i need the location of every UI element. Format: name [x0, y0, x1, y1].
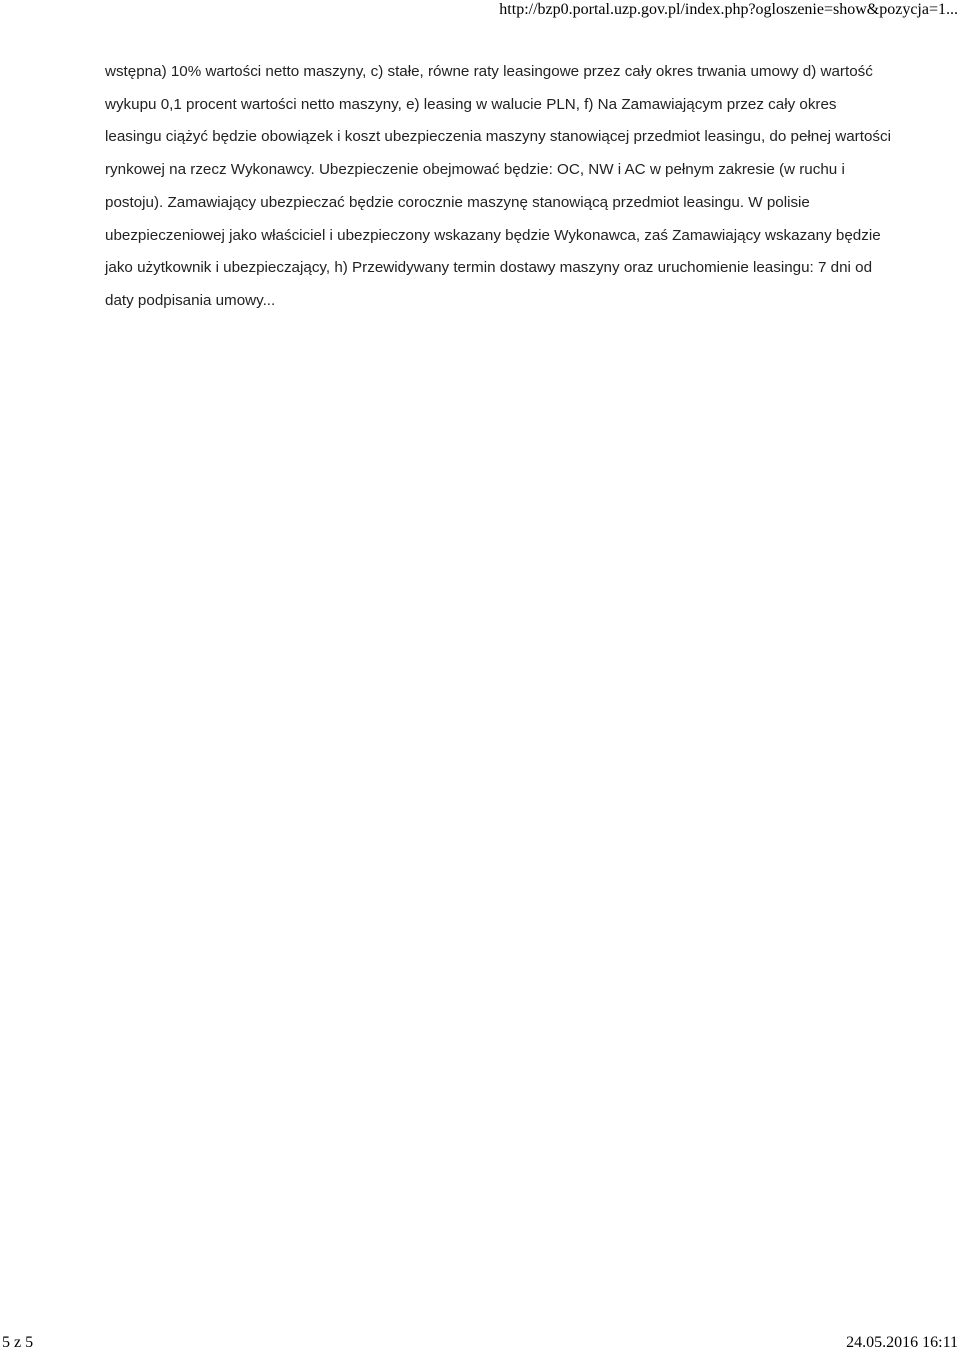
- print-footer-datetime: 24.05.2016 16:11: [846, 1334, 958, 1351]
- print-header-url: http://bzp0.portal.uzp.gov.pl/index.php?ogloszenie=show&pozycja=1...: [499, 1, 958, 18]
- announcement-text: wstępna) 10% wartości netto maszyny, c) stałe, równe raty leasingowe przez cały okres trwania umowy d) wartość wykupu 0,1 procent wartości netto maszyny, e) leasing w walucie PLN, f) Na Zamawiającym przez cały okres leasingu ciążyć będzie obowiązek i koszt ubezpieczenia maszyny stanowiącej przedmiot leasingu, do pełnej wartości rynkowej na rzecz Wykonawcy. Ubezpieczenie obejmować będzie: OC, NW i AC w pełnym zakresie (w ruchu i postoju). Zamawiający ubezpieczać będzie corocznie maszynę stanowiącą przedmiot leasingu. W polisie ubezpieczeniowej jako właściciel i ubezpieczony wskazany będzie Wykonawca, zaś Zamawiający wskazany będzie jako użytkownik i ubezpieczający, h) Przewidywany termin dostawy maszyny oraz uruchomienie leasingu: 7 dni od daty podpisania umowy...: [105, 63, 891, 309]
- print-footer-page-number: 5 z 5: [2, 1334, 34, 1351]
